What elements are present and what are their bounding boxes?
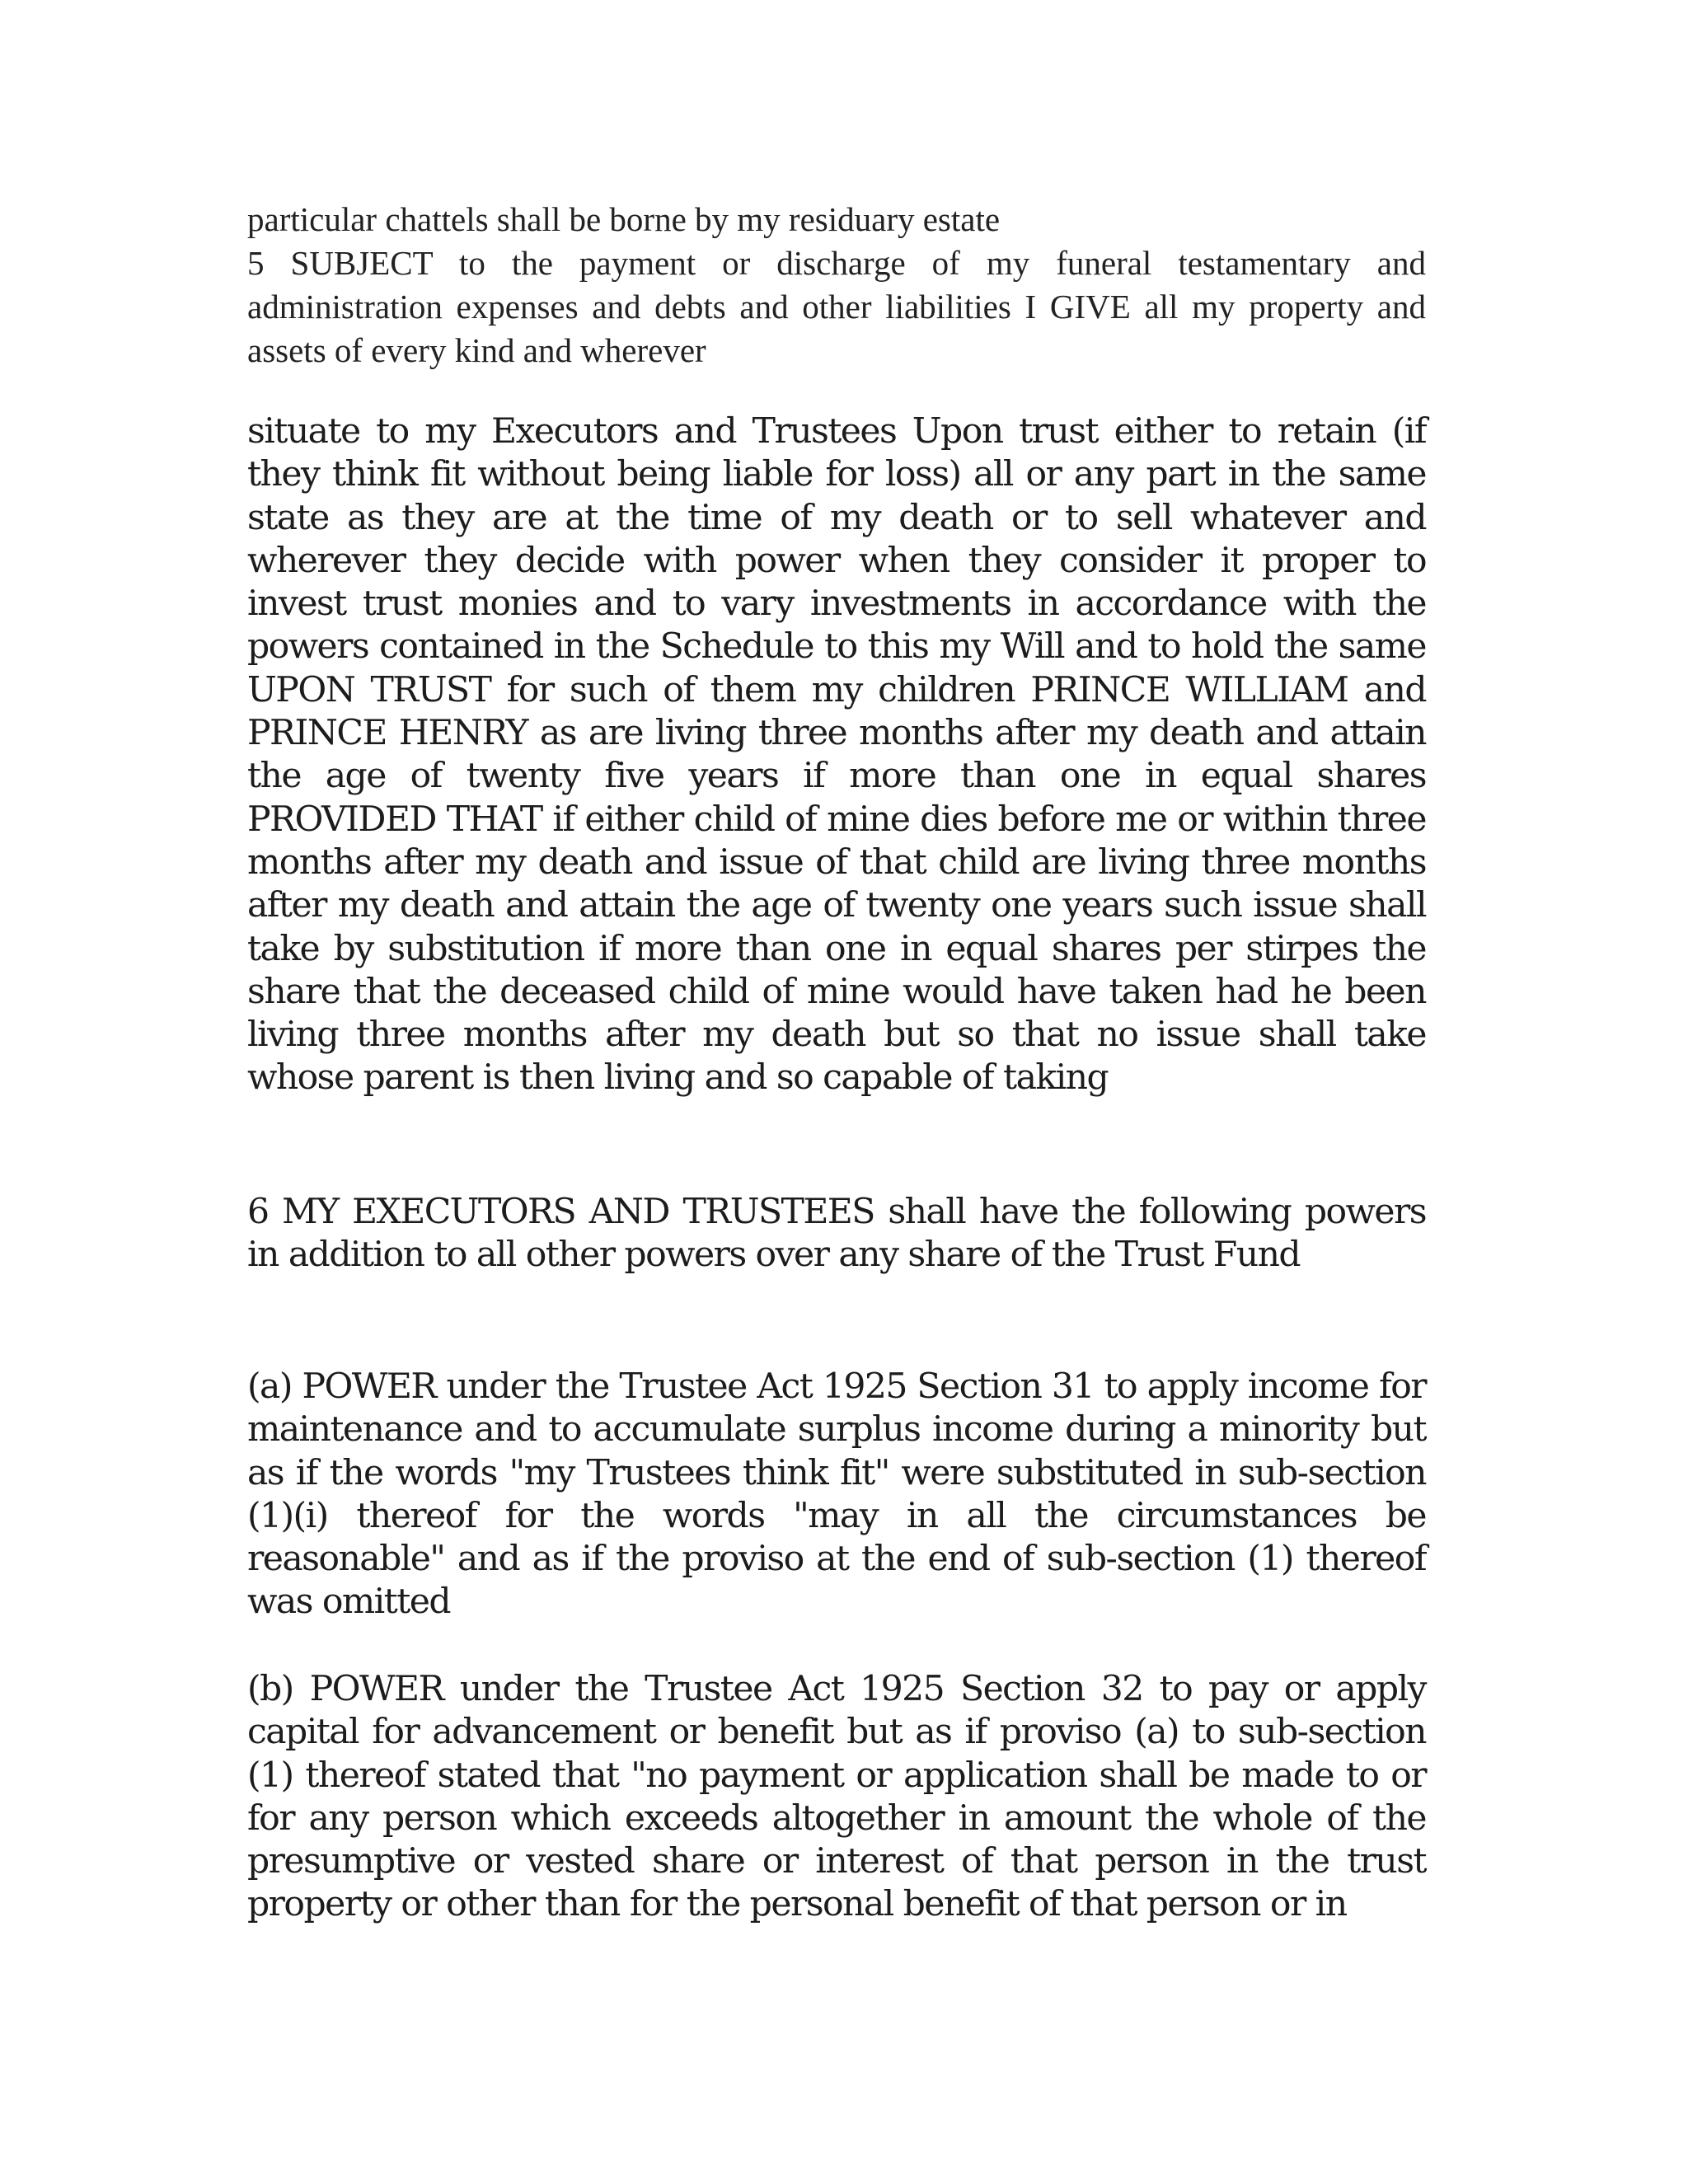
paragraph-clause-5: 5 SUBJECT to the payment or discharge of my funeral testamentary and administration expenses and debts and other liabilities I GIVE all my property and assets of every kind and wherever	[247, 244, 1426, 369]
paragraph-clause-6: 6 MY EXECUTORS AND TRUSTEES shall have the following powers in addition to all other powers over any share of the Trust Fund	[247, 1192, 1426, 1276]
paragraph-continuation: particular chattels shall be borne by my residuary estate	[247, 200, 1001, 238]
paragraph-clause-5-continued: situate to my Executors and Trustees Upon trust either to retain (if they think fit without being liable for loss) all or any part in the same state as they are at the time of my death or to sell whatever and wherever they decide with power when they consider it proper to invest trust monies and to vary investments in accordance with the powers contained in the Schedule to this my Will and to hold the same UPON TRUST for such of them my children PRINCE WILLIAM and PRINCE HENRY as are living three months after my death and attain the age of twenty five years if more than one in equal shares PROVIDED THAT if either child of mine dies before me or within three months after my death and issue of that child are living three months after my death and attain the age of twenty one years such issue shall take by substitution if more than one in equal shares per stirpes the share that the deceased child of mine would have taken had he been living three months after my death but so that no issue shall take whose parent is then living and so capable of taking	[247, 411, 1426, 1099]
paragraph-clause-6b: (b) POWER under the Trustee Act 1925 Section 32 to pay or apply capital for advancement or benefit but as if proviso (a) to sub-section (1) thereof stated that "no payment or application shall be made to or for any person which exceeds altogether in amount the whole of the presumptive or vested share or interest of that person in the trust property or other than for the personal benefit of that person or in	[247, 1669, 1426, 1925]
paragraph-clause-6a: (a) POWER under the Trustee Act 1925 Section 31 to apply income for maintenance and to accumulate surplus income during a minority but as if the words "my Trustees think fit" were substituted in sub-section (1)(i) thereof for the words "may in all the circumstances be reasonable" and as if the proviso at the end of sub-section (1) thereof was omitted	[247, 1366, 1426, 1623]
